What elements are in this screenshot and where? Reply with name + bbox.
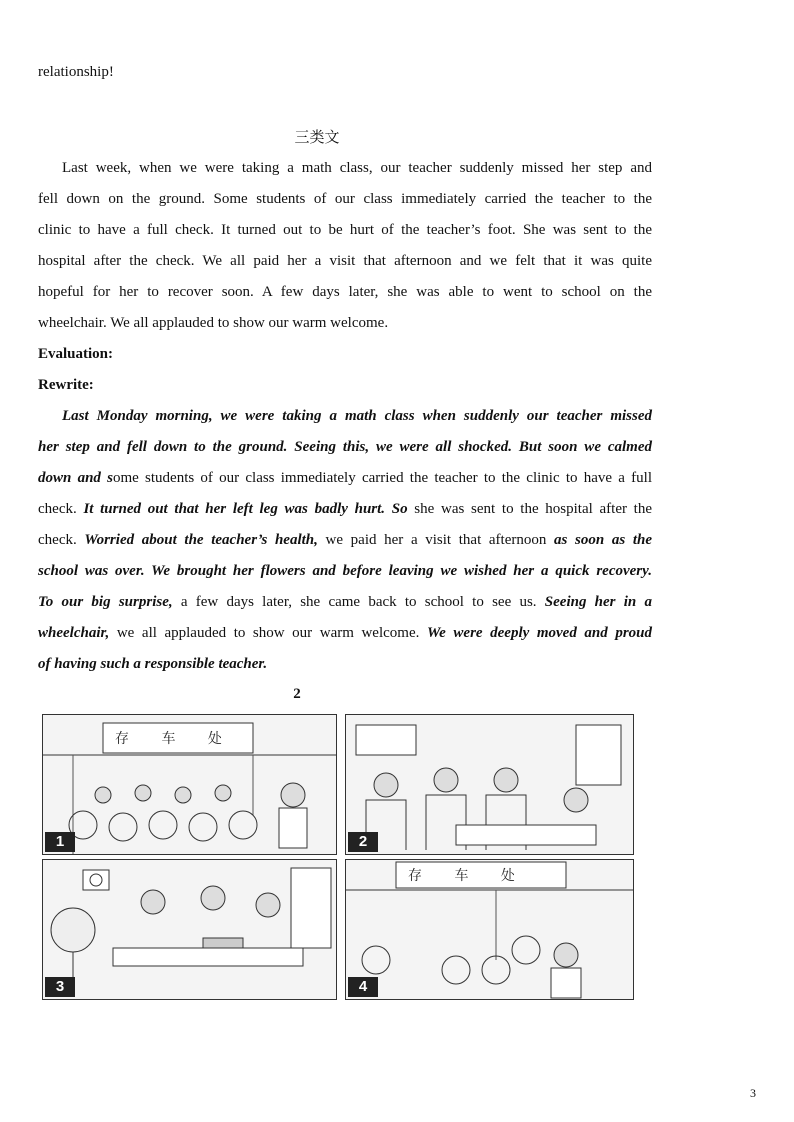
rewrite-l4-emph: It turned out that her left leg was badly hurt. So — [83, 501, 408, 517]
comic-panel-2 — [345, 714, 634, 855]
rewrite-line-1: Last Monday morning, we were taking a math class when suddenly our teacher missed — [62, 408, 652, 424]
picture-number: 2 — [293, 686, 301, 702]
comic-panel-4 — [345, 859, 634, 1000]
rewrite-l4-plain-b: she was sent to the hospital after the — [407, 501, 653, 517]
original-line-2: fell down on the ground. Some students of our class immediately carried the teacher to the — [38, 191, 652, 207]
original-line-1: Last week, when we were taking a math class, our teacher suddenly missed her step and — [62, 160, 652, 176]
rewrite-l7-emph-a: To our big surprise, — [38, 594, 173, 610]
rewrite-l5-emph-a: Worried about the teacher’s health, — [84, 532, 318, 548]
rewrite-l7-emph-b: Seeing her in a — [544, 594, 652, 610]
rewrite-l3-emph: down and s — [38, 470, 113, 486]
panel-2-number: 2 — [348, 832, 378, 852]
panel-3-number: 3 — [45, 977, 75, 997]
rewrite-line-2: her step and fell down to the ground. Seeing this, we were all shocked. But soon we calmed — [38, 439, 652, 455]
rewrite-line-7 — [38, 592, 652, 612]
panel-2-illustration — [346, 715, 633, 854]
rewrite-line-6: school was over. We brought her flowers and before leaving we wished her a quick recovery. — [38, 563, 652, 579]
rewrite-l8-emph-b: We were deeply moved and proud — [426, 625, 653, 641]
section-title: 三类文 — [294, 130, 340, 146]
rewrite-l8-plain: we all applauded to show our warm welcome. — [109, 625, 427, 641]
rewrite-l5-plain-a: check. — [38, 532, 85, 548]
rewrite-l4-plain-a: check. — [38, 501, 84, 517]
rewrite-l5-plain-b: we paid her a visit that afternoon — [317, 532, 555, 548]
rewrite-line-4 — [38, 499, 652, 519]
rewrite-l3-plain: ome students of our class immediately carried the teacher to the clinic to have a full — [112, 470, 652, 486]
evaluation-label: Evaluation: — [38, 346, 114, 362]
rewrite-line-9: of having such a responsible teacher. — [38, 656, 268, 672]
continued-text: relationship! — [38, 64, 114, 80]
original-line-3: clinic to have a full check. It turned out to be hurt of the teacher’s foot. She was sent to the — [38, 222, 652, 238]
rewrite-line-5 — [38, 530, 652, 550]
rewrite-l8-emph-a: wheelchair, — [38, 625, 110, 641]
rewrite-l5-emph-b: as soon as the — [554, 532, 652, 548]
original-line-5: hopeful for her to recover soon. A few days later, she was able to went to school on the — [38, 284, 652, 300]
panel-4-number: 4 — [348, 977, 378, 997]
panel-1-number: 1 — [45, 832, 75, 852]
comic-panel-3 — [42, 859, 337, 1000]
page-number: 3 — [750, 1086, 756, 1100]
rewrite-line-8 — [38, 623, 652, 643]
rewrite-l7-plain: a few days later, she came back to school to see us. — [172, 594, 545, 610]
panel-3-illustration — [43, 860, 336, 999]
panel-1-sign: 存 车 处 — [115, 731, 236, 747]
original-line-6: wheelchair. We all applauded to show our warm welcome. — [38, 315, 389, 331]
rewrite-label: Rewrite: — [38, 377, 94, 393]
panel-4-sign: 存 车 处 — [408, 868, 529, 884]
rewrite-line-3 — [38, 468, 652, 488]
original-line-4: hospital after the check. We all paid her a visit that afternoon and we felt that it was quite — [38, 253, 652, 269]
comic-panel-1 — [42, 714, 337, 855]
